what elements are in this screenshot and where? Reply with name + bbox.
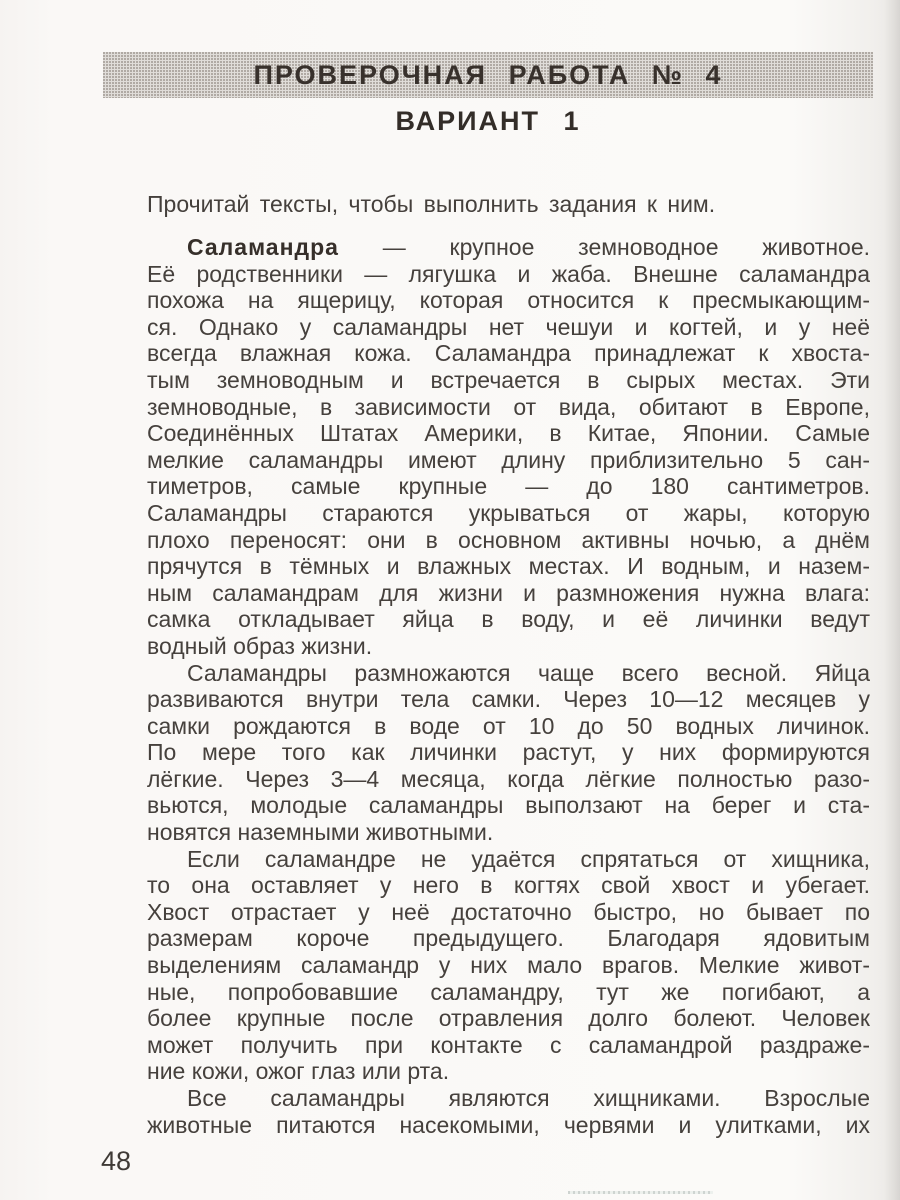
text-line: размерам короче предыдущего. Благодаря ядовитым	[147, 925, 870, 952]
text-line: может получить при контакте с саламандрой раздраже-	[147, 1031, 870, 1058]
text-line: похожа на ящерицу, которая относится к пресмыкающим-	[147, 287, 870, 314]
text-line: Саламандры размножаются чаще всего весной. Яйца	[187, 659, 870, 686]
text-line: Её родственники — лягушка и жаба. Внешне саламандра	[147, 260, 870, 287]
text-line: земноводные, в зависимости от вида, обитают в Европе,	[147, 393, 870, 420]
text-line: По мере того как личинки растут, у них формируются	[147, 739, 870, 766]
text-line: то она оставляет у него в когтях свой хвост и убегает.	[147, 872, 870, 899]
text-line: выделениям саламандр у них мало врагов. Мелкие живот-	[147, 952, 870, 979]
text-line: Хвост отрастает у неё достаточно быстро, но бывает по	[147, 898, 870, 925]
text-line: вьются, молодые саламандры выползают на берег и ста-	[147, 792, 870, 819]
text-line: животные питаются насекомыми, червями и улитками, их	[147, 1111, 870, 1138]
text-line: ные, попробовавшие саламандру, тут же погибают, а	[147, 978, 870, 1005]
text-line: прячутся в тёмных и влажных местах. И водным, и назем-	[147, 553, 870, 580]
text-line: Саламандры стараются укрываться от жары, которую	[147, 499, 870, 526]
text-line: более крупные после отравления долго болеют. Человек	[147, 1005, 870, 1032]
scan-bottom-artifact	[568, 1191, 713, 1194]
scan-edge-shadow	[884, 0, 900, 1200]
text-line: тиметров, самые крупные — до 180 сантиметров.	[147, 473, 870, 500]
text-line: новятся наземными животными.	[147, 819, 494, 846]
text-line: ся. Однако у саламандры нет чешуи и когтей, и у неё	[147, 313, 870, 340]
page-number: 48	[101, 1146, 132, 1176]
text-line: развиваются внутри тела самки. Через 10—12 месяцев у	[147, 686, 870, 713]
text-line: Все саламандры являются хищниками. Взрослые	[187, 1085, 870, 1111]
text-line: мелкие саламандры имеют длину приблизительно 5 сан-	[147, 446, 870, 473]
variant-title: ВАРИАНТ 1	[395, 106, 581, 136]
text-line: всегда влажная кожа. Саламандра принадлежат к хвоста-	[147, 340, 870, 367]
text-line: водный образ жизни.	[147, 632, 373, 659]
text-line: самка откладывает яйца в воду, и её личинки ведут	[147, 606, 870, 633]
text-line: тым земноводным и встречается в сырых местах. Эти	[147, 366, 870, 393]
text-line: самки рождаются в воде от 10 до 50 водных личинок.	[147, 712, 870, 739]
text-line: Саламандра — крупное земноводное животное.	[187, 234, 870, 260]
test-title: ПРОВЕРОЧНАЯ РАБОТА № 4	[253, 59, 723, 90]
paragraph-bold-lead: Саламандра	[187, 234, 339, 260]
text-line: лёгкие. Через 3—4 месяца, когда лёгкие полностью разо-	[147, 765, 870, 792]
text-line: ние кожи, ожог глаз или рта.	[147, 1058, 450, 1085]
reading-text	[147, 234, 870, 1138]
intro-instruction: Прочитай тексты, чтобы выполнить задания к ним.	[147, 191, 716, 217]
text-line: Если саламандре не удаётся спрятаться от хищника,	[187, 845, 870, 872]
text-line: ным саламандрам для жизни и размножения нужна влага:	[147, 579, 870, 606]
text-line: плохо переносят: они в основном активны ночью, а днём	[147, 526, 870, 553]
text-line: Соединённых Штатах Америки, в Китае, Японии. Самые	[147, 420, 870, 447]
test-title-bar	[103, 52, 873, 98]
